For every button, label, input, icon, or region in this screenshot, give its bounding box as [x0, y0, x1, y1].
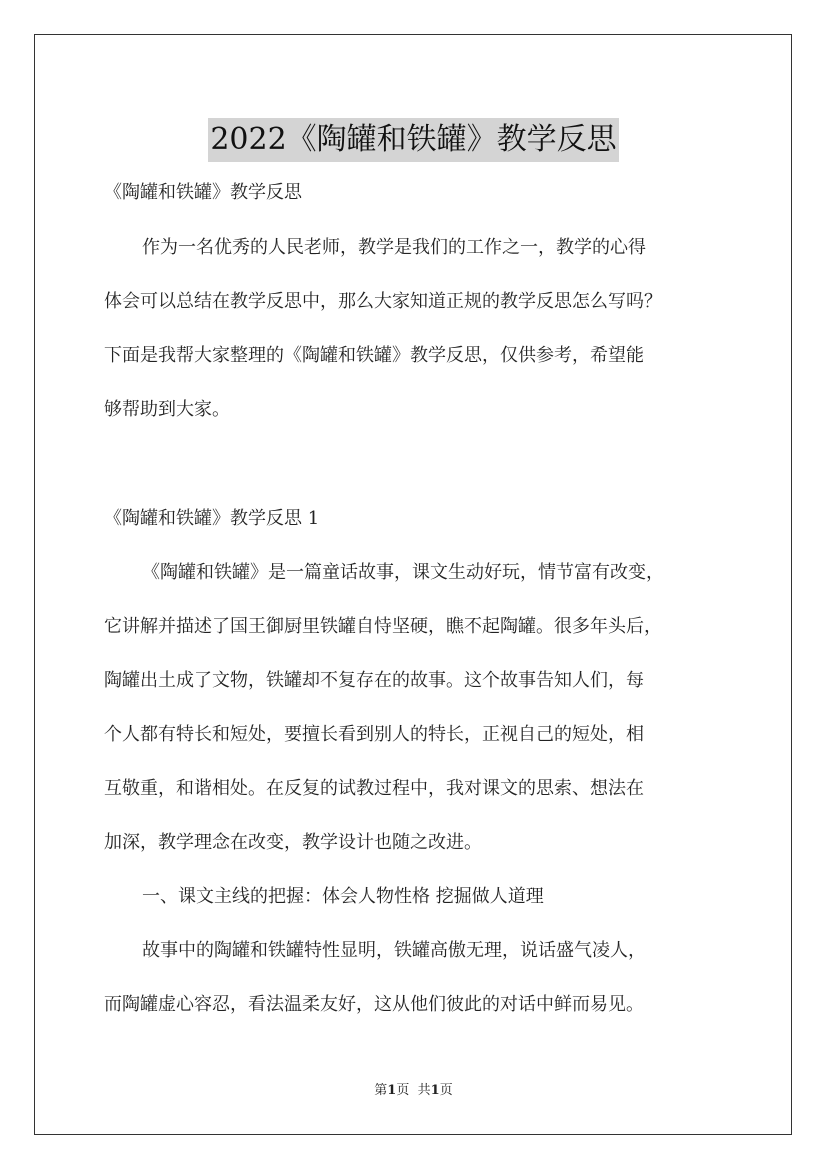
point-body-line-1: 故事中的陶罐和铁罐特性显明，铁罐高傲无理，说话盛气凌人，: [142, 940, 646, 961]
total-suffix: 页: [439, 1083, 453, 1098]
intro-line-3: 下面是我帮大家整理的《陶罐和铁罐》教学反思，仅供参考，希望能: [104, 345, 644, 366]
point-body-line-2: 而陶罐虚心容忍，看法温柔友好，这从他们彼此的对话中鲜而易见。: [104, 994, 644, 1015]
document-subtitle: 《陶罐和铁罐》教学反思: [104, 182, 302, 203]
body-line-6: 加深，教学理念在改变，教学设计也随之改进。: [104, 832, 482, 853]
section-heading: 《陶罐和铁罐》教学反思 1: [104, 508, 320, 529]
body-line-4: 个人都有特长和短处，要擅长看到别人的特长，正视自己的短处，相: [104, 724, 644, 745]
page-prefix: 第: [374, 1083, 388, 1098]
intro-line-4: 够帮助到大家。: [104, 399, 230, 420]
point-heading: 一、课文主线的把握：体会人物性格 挖掘做人道理: [142, 886, 544, 907]
body-line-2: 它讲解并描述了国王御厨里铁罐自恃坚硬，瞧不起陶罐。很多年头后，: [104, 616, 662, 637]
page-suffix: 页: [396, 1083, 410, 1098]
page-footer: [0, 1082, 827, 1100]
total-prefix: 共: [417, 1083, 431, 1098]
body-line-1: 《陶罐和铁罐》是一篇童话故事，课文生动好玩，情节富有改变，: [142, 562, 664, 583]
intro-line-2: 体会可以总结在教学反思中，那么大家知道正规的教学反思怎么写吗？: [104, 291, 662, 312]
title-container: [0, 98, 827, 182]
total-pages: 1: [430, 1083, 440, 1098]
intro-line-1: 作为一名优秀的人民老师，教学是我们的工作之一，教学的心得: [142, 237, 646, 258]
document-title: 2022《陶罐和铁罐》教学反思: [208, 118, 618, 162]
body-line-3: 陶罐出土成了文物，铁罐却不复存在的故事。这个故事告知人们，每: [104, 670, 644, 691]
page-number: 1: [387, 1083, 397, 1098]
body-line-5: 互敬重，和谐相处。在反复的试教过程中，我对课文的思索、想法在: [104, 778, 644, 799]
